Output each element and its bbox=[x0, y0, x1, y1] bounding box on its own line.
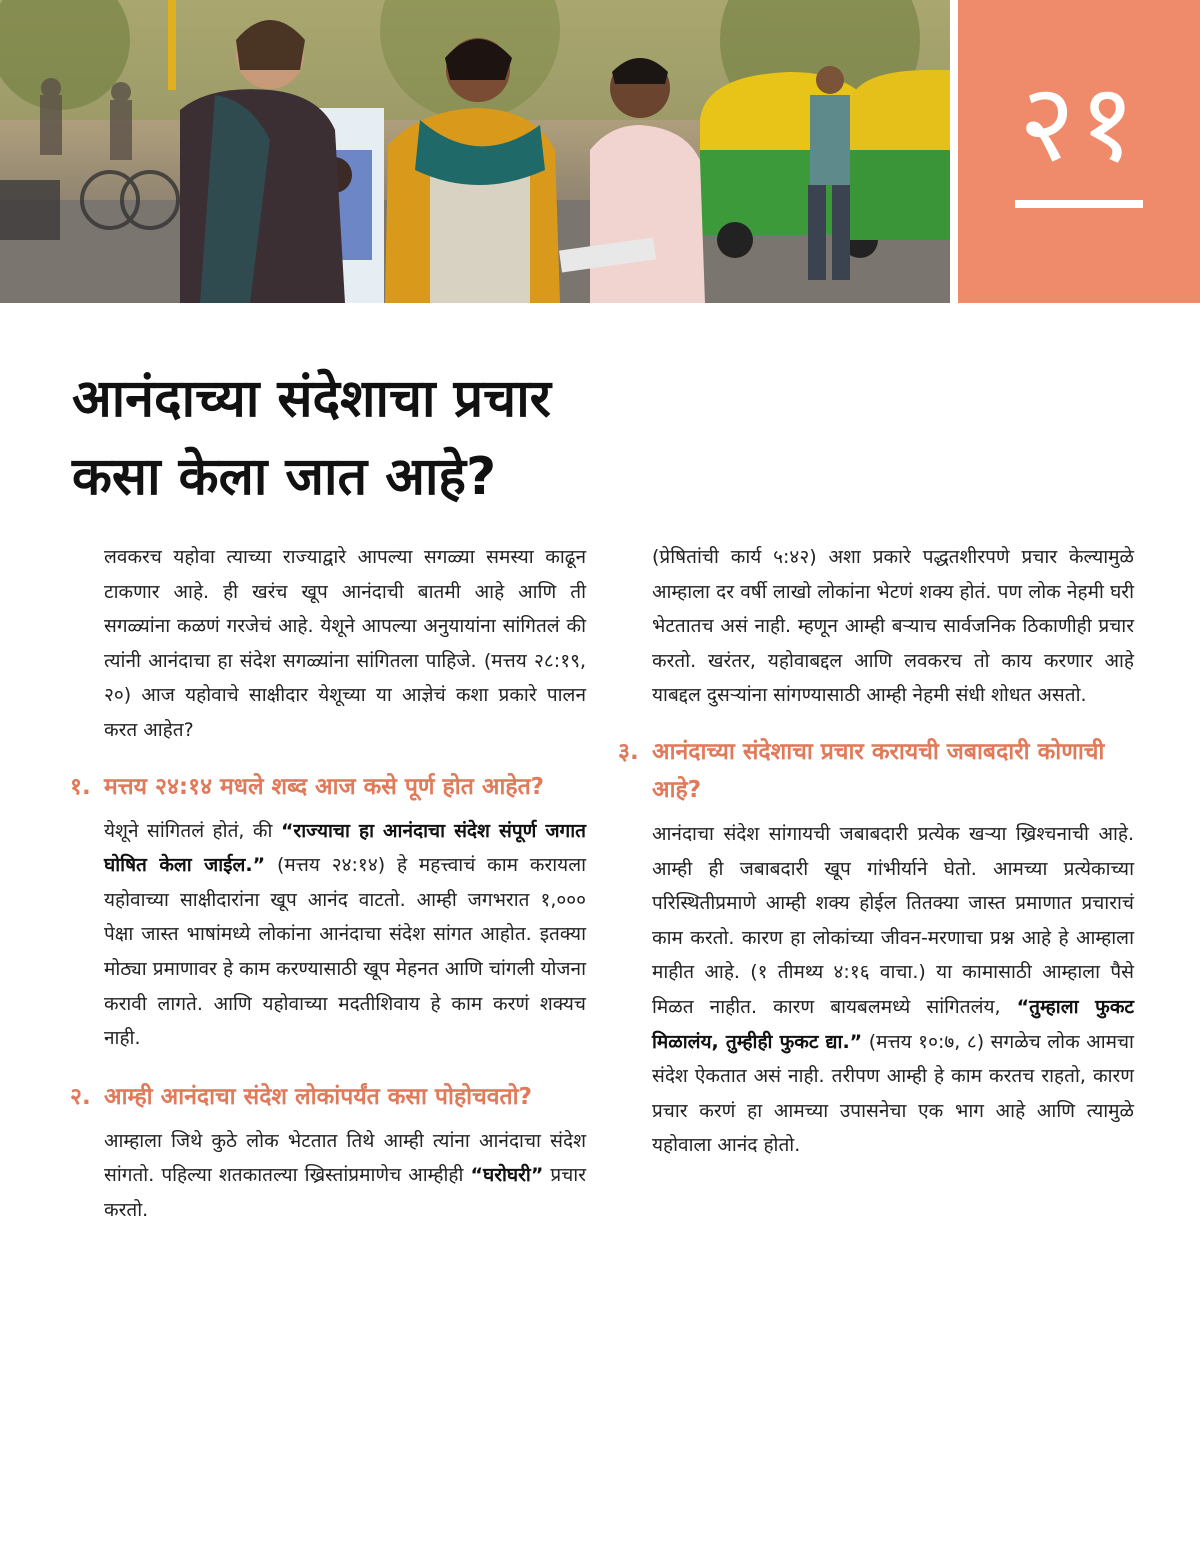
auto-rickshaw-right bbox=[850, 70, 950, 240]
intro-paragraph: लवकरच यहोवा त्याच्या राज्याद्वारे आपल्या सगळ्या समस्या काढून टाकणार आहे. ही खरंच खूप आनंदाची बातमी आहे आणि ती सगळ्यांना कळणं गरजेचं आहे. येशूने आपल्या अनुयायांना सांगितलं की त्यांनी आनंदाचा हा संदेश सगळ्यांना सांगितला पाहिजे. (मत्तय २८:१९, २०) आज यहोवाचे साक्षीदार येशूच्या या आज्ञेचं कशा प्रकारे पालन करत आहेत? bbox=[104, 546, 586, 741]
answer-3-text-before: आनंदाचा संदेश सांगायची जबाबदारी प्रत्येक खऱ्या ख्रिश्चनाची आहे. आम्ही ही जबाबदारी खूप गांभीर्याने घेतो. आमच्या प्रत्येकाच्या परिस्थितीप्रमाणे आम्ही शक्य होईल तितक्या जास्त प्रमाणात प्रचाराचं काम करतो. कारण हा लोकांच्या जीवन-मरणाचा प्रश्न आहे हे आम्हाला माहीत आहे. (१ तीमथ्य ४:१६ वाचा.) या कामासाठी आम्हाला पैसे मिळत नाहीत. कारण बायबलमध्ये सांगितलंय, bbox=[652, 822, 1134, 1018]
question-2-heading bbox=[70, 1078, 586, 1116]
answer-1-text-before: येशूने सांगितलं होतं, की bbox=[104, 819, 281, 842]
header-photo bbox=[0, 0, 950, 303]
answer-3-bold-quote: “तुम्हाला फुकट मिळालंय, तुम्हीही फुकट द्या.” bbox=[652, 995, 1134, 1053]
answer-1-text-after: (मत्तय २४:१४) हे महत्त्वाचं काम करायला यहोवाच्या साक्षीदारांना खूप आनंद वाटतो. आम्ही जगभरात १,००० पेक्षा जास्त भाषांमध्ये लोकांना आनंदाचा संदेश सांगत आहोत. इतक्या मोठ्या प्रमाणावर हे काम करण्यासाठी खूप मेहनत आणि चांगली योजना करावी लागते. आणि यहोवाच्या मदतीशिवाय हे काम करणं शक्यच नाही. bbox=[104, 854, 586, 1050]
answer-1-paragraph bbox=[104, 814, 586, 1056]
title-line-2: कसा केला जात आहे? bbox=[72, 447, 497, 507]
answer-1-bold-quote: “राज्याचा हा आनंदाचा संदेश संपूर्ण जगात घोषित केला जाईल.” bbox=[104, 819, 586, 877]
answer-2-continuation: (प्रेषितांची कार्य ५:४२) अशा प्रकारे पद्धतशीरपणे प्रचार केल्यामुळे आम्हाला दर वर्षी लाखो लोकांना भेटणं शक्य होतं. पण लोक नेहमी घरी भेटतातच असं नाही. म्हणून आम्ही बऱ्याच सार्वजनिक ठिकाणीही प्रचार करतो. खरंतर, यहोवाबद्दल आणि लवकरच तो काय करणार आहे याबद्दल दुसऱ्यांना सांगण्यासाठी आम्ही नेहमी संधी शोधत असतो. bbox=[652, 546, 1134, 707]
answer-2-paragraph bbox=[104, 1124, 586, 1228]
chapter-number-box bbox=[958, 0, 1200, 303]
question-2-text: आम्ही आनंदाचा संदेश लोकांपर्यंत कसा पोहोचवतो? bbox=[104, 1083, 532, 1110]
street-scene-illustration bbox=[0, 0, 950, 303]
question-1-text: मत्तय २४:१४ मधले शब्द आज कसे पूर्ण होत आहेत? bbox=[104, 773, 545, 800]
question-1-heading bbox=[70, 768, 586, 806]
left-column bbox=[70, 540, 586, 1228]
chapter-underline bbox=[1015, 200, 1143, 208]
answer-2-text-before: आम्हाला जिथे कुठे लोक भेटतात तिथे आम्ही त्यांना आनंदाचा संदेश सांगतो. पहिल्या शतकातल्या ख्रिस्तांप्रमाणेच आम्हीही bbox=[104, 1129, 586, 1187]
right-column bbox=[618, 540, 1134, 1163]
answer-2-bold-quote: “घरोघरी” bbox=[470, 1164, 544, 1187]
question-3-text: आनंदाच्या संदेशाचा प्रचार करायची जबाबदारी कोणाची आहे? bbox=[652, 738, 1105, 803]
answer-2-text-after: प्रचार करतो. bbox=[104, 1164, 586, 1221]
question-2-number: २. bbox=[70, 1083, 91, 1110]
answer-3-paragraph bbox=[652, 817, 1134, 1163]
question-1-number: १. bbox=[70, 773, 91, 800]
chapter-number: २१ bbox=[1018, 61, 1140, 186]
answer-3-text-after: (मत्तय १०:७, ८) सगळेच लोक आमचा संदेश ऐकतात असं नाही. तरीपण आम्ही हे काम करतच राहतो, कारण प्रचार करणं हा आमच्या उपासनेचा एक भाग आहे आणि त्यामुळे यहोवाला आनंद होतो. bbox=[652, 1030, 1134, 1157]
title-line-1: आनंदाच्या संदेशाचा प्रचार bbox=[72, 369, 551, 429]
page-title bbox=[72, 360, 832, 516]
question-3-heading bbox=[618, 733, 1134, 809]
question-3-number: ३. bbox=[618, 738, 639, 765]
